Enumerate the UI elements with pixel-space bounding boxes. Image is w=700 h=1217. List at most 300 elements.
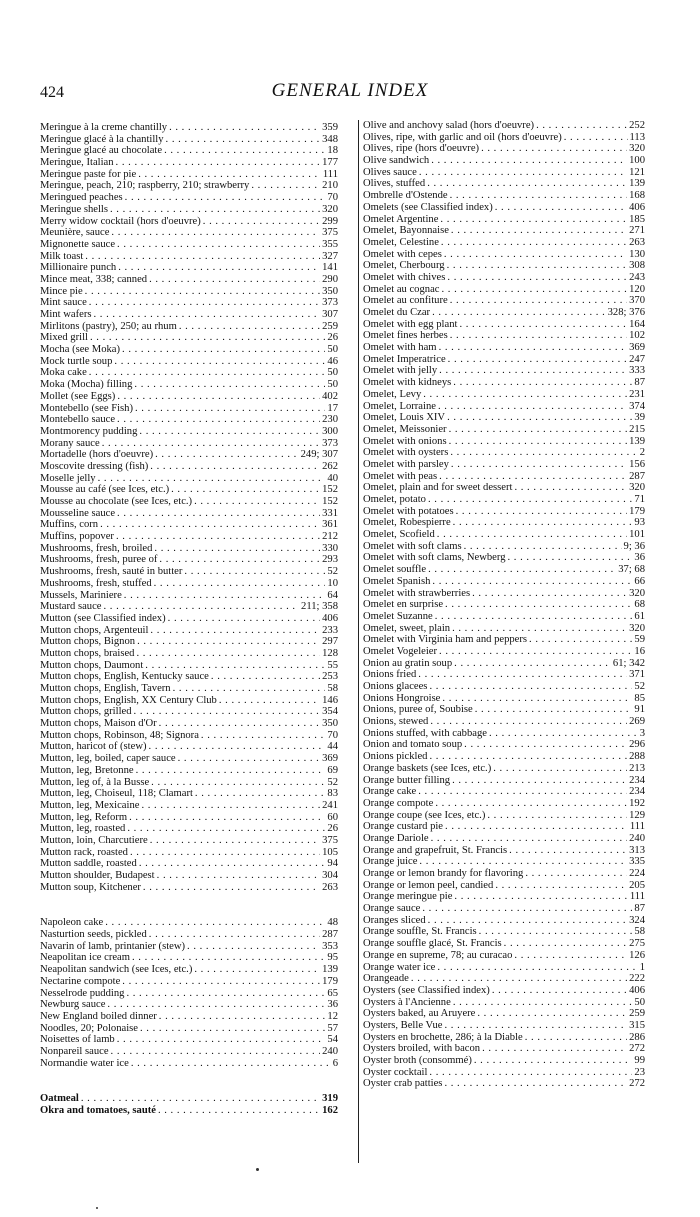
index-entry (40, 765, 338, 777)
index-entry (40, 344, 338, 356)
entry-name: Mousse au café (see Ices, etc.) (40, 484, 170, 496)
dot-leader (154, 578, 326, 590)
entry-page-ref: 61; 342 (612, 657, 645, 669)
index-entry (363, 424, 645, 436)
entry-name: Onions stuffed, with cabbage (363, 727, 487, 739)
entry-page-ref: 139 (629, 178, 645, 190)
entry-name: Omelet, potato (363, 494, 426, 505)
entry-name: Mignonette sauce (40, 238, 116, 250)
entry-name: Nasturtion seeds, pickled (40, 929, 147, 941)
index-entry (40, 1046, 338, 1058)
entry-name: Omelet with cepes (363, 248, 442, 260)
index-entry (40, 695, 338, 707)
entry-page-ref: 205 (629, 879, 645, 891)
entry-name: Navarin of lamb, printanier (stew) (40, 940, 186, 952)
entry-page-ref: 406 (629, 984, 645, 996)
dot-leader (449, 436, 628, 448)
entry-name: Mutton rack, roasted (40, 846, 128, 858)
entry-name: Mutton (see Classified index) (40, 612, 166, 624)
dot-leader (450, 190, 628, 202)
entry-page-ref: 328; 376 (607, 307, 645, 318)
index-entry (363, 623, 645, 635)
entry-name: Neapolitan sandwich (see Ices, etc.) (40, 964, 193, 976)
entry-name: Montebello (see Fish) (40, 402, 133, 414)
entry-name: Mushrooms, fresh, stuffed (40, 577, 152, 589)
entry-name: Mutton saddle, roasted (40, 858, 137, 870)
index-entry (40, 449, 338, 461)
index-entry (40, 929, 338, 941)
entry-page-ref: 222 (629, 973, 645, 985)
index-entry (40, 134, 338, 146)
entry-page-ref: 152 (322, 484, 338, 496)
dot-leader (449, 424, 628, 436)
dot-leader (107, 999, 325, 1011)
index-entry (363, 202, 645, 214)
dot-leader (430, 716, 627, 728)
dot-leader (131, 1058, 331, 1070)
index-entry (40, 1058, 338, 1070)
entry-page-ref: 168 (629, 190, 645, 202)
entry-page-ref: 46 (327, 355, 338, 367)
dot-leader (173, 683, 326, 695)
entry-page-ref: 211; 358 (301, 601, 338, 613)
entry-name: Nesselrode pudding (40, 987, 125, 999)
dot-leader (453, 517, 633, 529)
dot-leader (448, 354, 627, 366)
entry-page-ref: 17 (327, 402, 338, 414)
dot-leader (419, 167, 627, 179)
entry-name: Moka cake (40, 367, 87, 379)
dot-leader (450, 447, 637, 459)
entry-page-ref: 70 (327, 192, 338, 204)
entry-name: Mutton shoulder, Budapest (40, 870, 155, 881)
dot-leader (89, 367, 326, 379)
entry-page-ref: 179 (322, 975, 338, 987)
entry-name: Omelet souffle (363, 564, 427, 576)
entry-page-ref: 70 (327, 729, 338, 741)
entry-page-ref: 210 (322, 180, 338, 192)
entry-name: Oranges sliced (363, 914, 426, 926)
index-entry (363, 307, 645, 319)
index-entry (363, 342, 645, 354)
dot-leader (474, 1055, 633, 1067)
entry-page-ref: 94 (327, 858, 338, 870)
entry-name: Meringue glacé à la chantilly (40, 133, 164, 145)
index-entry (40, 391, 338, 403)
page-number: 424 (40, 84, 64, 101)
entry-page-ref: 320 (322, 203, 338, 215)
index-entry (40, 941, 338, 953)
dot-leader (445, 599, 632, 611)
dot-leader (489, 728, 638, 740)
dot-leader (122, 976, 320, 988)
entry-name: Mutton chops, English, Tavern (40, 683, 171, 694)
index-entry (363, 845, 645, 857)
print-speck (96, 1207, 98, 1209)
entry-name: Mirlitons (pastry), 250; au rhum (40, 320, 177, 332)
index-entry (363, 529, 645, 541)
dot-leader (168, 613, 320, 625)
entry-name: Mutton chops, braised (40, 647, 135, 659)
entry-name: Omelet with Virginia ham and peppers (363, 634, 528, 646)
index-entry (363, 751, 645, 763)
entry-name: Meringue, peach, 210; raspberry, 210; strawberry (40, 180, 250, 192)
entry-name: Oatmeal (40, 1093, 79, 1105)
entry-page-ref: 99 (634, 1055, 645, 1066)
entry-page-ref: 128 (322, 647, 338, 659)
dot-leader (447, 260, 628, 272)
dot-leader (495, 202, 627, 214)
dot-leader (159, 718, 320, 730)
entry-name: Omelet Argentine (363, 213, 439, 225)
dot-leader (495, 880, 627, 892)
entry-name: Orange sauce (363, 903, 421, 915)
entry-name: Mousse au chocolate (see Ices, etc.) (40, 496, 193, 507)
index-entry (363, 681, 645, 693)
entry-page-ref: 320 (629, 482, 645, 494)
index-entry (363, 214, 645, 226)
dot-leader (178, 753, 320, 765)
index-entry (363, 1055, 645, 1067)
entry-page-ref: 290 (322, 273, 338, 285)
index-entry (40, 367, 338, 379)
entry-name: Omelet with chives (363, 271, 446, 283)
entry-name: Oyster broth (consommé) (363, 1055, 472, 1066)
index-entry (40, 239, 338, 251)
index-entry (363, 599, 645, 611)
entry-name: Normandie water ice (40, 1057, 129, 1069)
entry-name: Moka (Mocha) filling (40, 379, 133, 391)
dot-leader (432, 576, 632, 588)
index-entry (40, 730, 338, 742)
dot-leader (479, 926, 633, 938)
dot-leader (428, 494, 632, 506)
entry-name: Noodles, 20; Polonaise (40, 1022, 138, 1034)
entry-name: Meringued peaches (40, 192, 123, 204)
entry-page-ref: 162 (322, 1105, 338, 1116)
entry-name: Muffins, corn (40, 519, 99, 531)
entry-name: Mixed grill (40, 332, 88, 344)
entry-name: Oysters broiled, with bacon (363, 1043, 481, 1055)
index-entry (40, 777, 338, 789)
entry-page-ref: 69 (327, 764, 338, 776)
entry-name: Mutton chops, Robinson, 48; Signora (40, 729, 199, 741)
entry-page-ref: 333 (629, 365, 645, 377)
index-entry (40, 858, 338, 870)
entry-page-ref: 320 (629, 622, 645, 634)
dot-leader (450, 295, 627, 307)
index-entry (40, 309, 338, 321)
index-entry (40, 800, 338, 812)
index-entry (40, 578, 338, 590)
entry-name: Omelet, Cherbourg (363, 260, 445, 272)
index-entry (363, 880, 645, 892)
entry-page-ref: 293 (322, 554, 338, 566)
entry-name: Merry widow cocktail (hors d'oeuvre) (40, 215, 201, 227)
entry-page-ref: 259 (629, 1008, 645, 1020)
dot-leader (482, 1043, 627, 1055)
index-entry (40, 788, 338, 800)
entry-page-ref: 6 (332, 1057, 338, 1069)
entry-name: Meringue, Italian (40, 157, 114, 169)
index-entry (40, 847, 338, 859)
entry-page-ref: 39 (634, 412, 645, 424)
index-entry (363, 997, 645, 1009)
entry-page-ref: 350 (322, 285, 338, 297)
entry-name: Orange water ice (363, 961, 436, 973)
index-entry (40, 426, 338, 438)
dot-leader (464, 739, 627, 751)
dot-leader (504, 938, 627, 950)
index-entry (363, 190, 645, 202)
index-entry (40, 823, 338, 835)
index-entry (363, 284, 645, 296)
index-entry (40, 145, 338, 157)
entry-name: Mutton, leg, Reform (40, 811, 128, 823)
index-entry (363, 354, 645, 366)
index-entry (363, 1067, 645, 1079)
dot-leader (85, 251, 320, 263)
index-entry (363, 915, 645, 927)
entry-name: Omelet, Lorraine (363, 400, 436, 412)
entry-page-ref: 65 (327, 987, 338, 999)
dot-leader (438, 401, 627, 413)
index-entry (363, 564, 645, 576)
dot-leader (116, 157, 321, 169)
entry-name: Onions Hongroise (363, 692, 441, 704)
entry-name: Mock turtle soup (40, 355, 113, 367)
entry-page-ref: 10 (327, 577, 338, 589)
entry-page-ref: 231 (629, 388, 645, 400)
entry-name: Mutton chops, Maison d'Or (40, 718, 157, 730)
index-entry (40, 496, 338, 508)
index-entry (40, 882, 338, 894)
entry-page-ref: 297 (322, 636, 338, 648)
entry-page-ref: 271 (629, 225, 645, 237)
entry-page-ref: 350 (322, 718, 338, 730)
dot-leader (136, 765, 326, 777)
dot-leader (117, 508, 320, 520)
entry-page-ref: 3 (639, 727, 645, 739)
entry-page-ref: 120 (629, 283, 645, 295)
dot-leader (453, 377, 632, 389)
entry-page-ref: 12 (327, 1010, 338, 1022)
index-entry (40, 999, 338, 1011)
entry-page-ref: 287 (629, 470, 645, 482)
index-entry (363, 576, 645, 588)
dot-leader (194, 496, 320, 508)
index-entry (363, 132, 645, 144)
index-entry (363, 821, 645, 833)
index-entry (40, 251, 338, 263)
dot-leader (126, 988, 325, 1000)
entry-name: Mutton, leg, Choiseul, 118; Clamart (40, 788, 193, 800)
index-entry (363, 260, 645, 272)
entry-name: Milk toast (40, 250, 84, 262)
entry-name: Oyster crab patties (363, 1078, 443, 1090)
entry-page-ref: 177 (322, 157, 338, 169)
dot-leader (137, 636, 320, 648)
index-entry (363, 249, 645, 261)
entry-page-ref: 129 (629, 809, 645, 821)
dot-leader (127, 823, 325, 835)
index-entry (40, 1011, 338, 1023)
entry-page-ref: 113 (629, 131, 645, 143)
entry-name: Mutton chops, Argenteuil (40, 624, 149, 636)
entry-page-ref: 111 (322, 168, 338, 180)
entry-page-ref: 272 (629, 1043, 645, 1055)
dot-leader (464, 541, 622, 553)
entry-page-ref: 85 (634, 692, 645, 704)
dot-leader (439, 471, 627, 483)
index-entry (40, 192, 338, 204)
index-entry (40, 1023, 338, 1035)
entry-page-ref: 93 (634, 517, 645, 529)
entry-page-ref: 213 (629, 762, 645, 774)
index-entry (40, 917, 338, 929)
index-entry (363, 447, 645, 459)
entry-name: Orangeade (363, 973, 409, 985)
index-entry (40, 204, 338, 216)
entry-name: Mutton, leg, roasted (40, 823, 126, 835)
dot-leader (117, 1034, 326, 1046)
entry-page-ref: 16 (634, 645, 645, 657)
index-entry (40, 554, 338, 566)
dot-leader (159, 554, 320, 566)
dot-leader (437, 529, 627, 541)
entry-page-ref: 304 (322, 870, 338, 881)
entry-page-ref: 375 (322, 227, 338, 239)
entry-page-ref: 37; 68 (618, 564, 645, 576)
index-entry (40, 227, 338, 239)
entry-name: Mince pie (40, 285, 83, 297)
dot-leader (451, 459, 627, 471)
entry-name: Omelet with onions (363, 435, 447, 447)
index-entry (363, 552, 645, 564)
dot-leader (138, 169, 321, 181)
dot-leader (514, 950, 627, 962)
entry-page-ref: 66 (634, 575, 645, 587)
entry-name: Omelet with soft clams (363, 540, 462, 552)
entry-name: Oysters (see Classified index) (363, 984, 490, 996)
dot-leader (445, 1020, 628, 1032)
dot-leader (102, 438, 320, 450)
entry-page-ref: 269 (629, 716, 645, 728)
entry-page-ref: 105 (322, 846, 338, 858)
entry-page-ref: 406 (629, 201, 645, 213)
entry-name: Noisettes of lamb (40, 1034, 115, 1046)
entry-page-ref: 375 (322, 834, 338, 846)
entry-page-ref: 320 (629, 143, 645, 155)
index-entry (40, 262, 338, 274)
entry-page-ref: 348 (322, 133, 338, 145)
entry-name: Mutton, haricot of (stew) (40, 741, 147, 753)
dot-leader (452, 623, 627, 635)
index-entry (40, 660, 338, 672)
dot-leader (164, 145, 325, 157)
entry-page-ref: 44 (327, 741, 338, 753)
entry-page-ref: 287 (322, 929, 338, 941)
dot-leader (98, 473, 326, 485)
entry-page-ref: 272 (629, 1078, 645, 1090)
dot-leader (459, 319, 627, 331)
entry-page-ref: 58 (327, 683, 338, 694)
entry-page-ref: 406 (322, 612, 338, 624)
entry-name: Mushrooms, fresh, puree of (40, 554, 158, 566)
index-entry (363, 1078, 645, 1090)
dot-leader (145, 660, 325, 672)
index-entry (363, 973, 645, 985)
entry-page-ref: 335 (629, 856, 645, 868)
dot-leader (431, 833, 628, 845)
entry-name: Oysters, Belle Vue (363, 1019, 443, 1031)
index-entry (40, 403, 338, 415)
index-entry (363, 962, 645, 974)
dot-leader (435, 798, 627, 810)
entry-name: Orange or lemon peel, candied (363, 879, 494, 891)
entry-page-ref: 58 (634, 926, 645, 938)
index-entry (363, 611, 645, 623)
entry-name: Orange souffle, St. Francis (363, 926, 477, 938)
index-entry (363, 1043, 645, 1055)
index-entry (363, 588, 645, 600)
entry-page-ref: 152 (322, 496, 338, 507)
entry-page-ref: 263 (629, 236, 645, 248)
entry-name: Mint wafers (40, 309, 92, 320)
dot-leader (211, 671, 320, 683)
index-entry (40, 519, 338, 531)
index-entry (40, 157, 338, 169)
entry-page-ref: 95 (327, 952, 338, 964)
entry-name: Muffins, popover (40, 531, 114, 543)
index-entry (40, 508, 338, 520)
dot-leader (111, 227, 320, 239)
index-entry (40, 1093, 338, 1105)
entry-page-ref: 263 (322, 881, 338, 893)
dot-leader (151, 777, 325, 789)
entry-name: Orange or lemon brandy for flavoring (363, 868, 524, 879)
index-entry (363, 716, 645, 728)
entry-page-ref: 185 (629, 213, 645, 225)
entry-page-ref: 59 (634, 634, 645, 646)
entry-name: Montmorency pudding (40, 425, 138, 437)
dot-leader (492, 985, 627, 997)
entry-name: Onions, puree of, Soubise (363, 704, 473, 716)
index-entry (40, 122, 338, 134)
entry-page-ref: 52 (634, 681, 645, 692)
entry-name: Omelet, plain and for sweet dessert (363, 482, 513, 494)
dot-leader (171, 484, 320, 496)
dot-leader (432, 307, 606, 319)
dot-leader (439, 365, 627, 377)
dot-leader (429, 1067, 632, 1079)
entry-page-ref: 324 (629, 914, 645, 926)
entry-name: Newburg sauce (40, 999, 106, 1011)
entry-name: Onions pickled (363, 751, 428, 763)
index-entry (363, 833, 645, 845)
dot-leader (143, 882, 320, 894)
entry-page-ref: 354 (322, 706, 338, 718)
entry-page-ref: 308 (629, 260, 645, 272)
index-entry (363, 541, 645, 553)
entry-page-ref: 100 (629, 155, 645, 167)
entry-name: Omelet, sweet, plain (363, 622, 451, 634)
entry-page-ref: 87 (634, 903, 645, 915)
dot-leader (117, 414, 320, 426)
dot-leader (194, 964, 320, 976)
index-entry (40, 671, 338, 683)
entry-page-ref: 215 (629, 423, 645, 435)
